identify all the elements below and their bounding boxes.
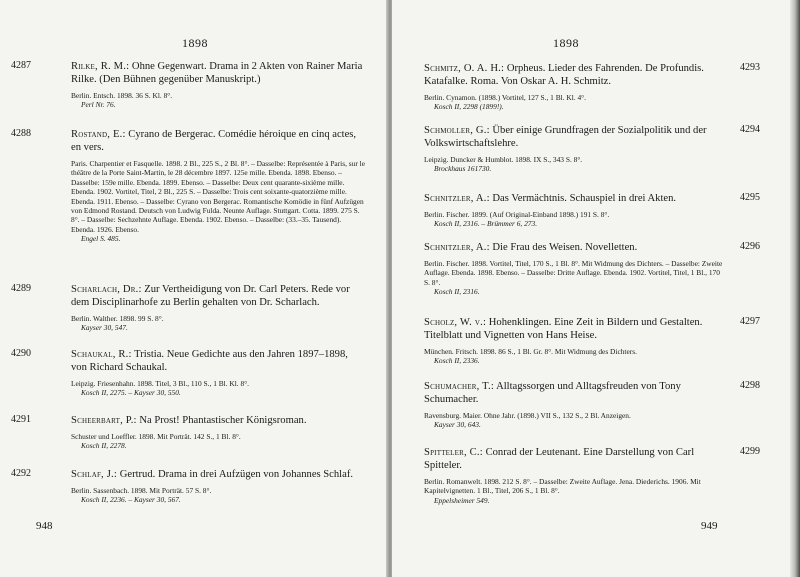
entry-detail: Ravensburg. Maier. Ohne Jahr. (1898.) VII S., 132 S., 2 Bl. Anzeigen. bbox=[424, 411, 631, 420]
entry-reference: Engel S. 485. bbox=[81, 234, 121, 244]
entry-number: 4290 bbox=[11, 348, 31, 359]
entry-number: 4296 bbox=[740, 241, 760, 252]
entry-number: 4288 bbox=[11, 128, 31, 139]
entry-detail: Berlin. Fischer. 1898. Vortitel, Titel, 170 S., 1 Bl. 8°. Mit Widmung des Dichters. – Dasselbe: Zweite Auflage. Ebenda. 1898. Ebenso. – Dasselbe: Dritte Auflage. Ebenda. 1902. Vortitel, Titel, 1 Bl., 170 S. 8°. bbox=[424, 259, 723, 287]
entry-number: 4291 bbox=[11, 414, 31, 425]
left-page bbox=[0, 0, 390, 577]
entry-4291 bbox=[11, 414, 365, 451]
entry-title: Scharlach, Dr.: Zur Vertheidigung von Dr. Carl Peters. Rede vor dem Disciplinarhofe zu Berlin gehalten von Dr. Scharlach. bbox=[71, 284, 350, 308]
entry-4295 bbox=[424, 192, 760, 229]
entry-number: 4295 bbox=[740, 192, 760, 203]
entry-reference: Kosch II, 2298 (1899!). bbox=[434, 102, 504, 112]
entry-number: 4294 bbox=[740, 124, 760, 135]
entry-title: Schaukal, R.: Tristia. Neue Gedichte aus den Jahren 1897–1898, von Richard Schaukal. bbox=[71, 349, 348, 373]
entry-detail: Paris. Charpentier et Fasquelle. 1898. 2 Bl., 225 S., 2 Bl. 8°. – Dasselbe: Représentée à Paris, sur le théâtre de la Porte Saint-Martin, le 28 décembre 1897. 125e mille. Ebenda. 1898. Ebenso. – Dasselbe: 159e mille. Ebenda. 1899. Ebenso. – Dasselbe: Deux cent quarante-sixième mille. Ebenda. 1902. Vortitel, Titel, 2 Bl., 225 S. – Dasselbe: Trois cent soixante-quatorzième mille. Ebenda. 1911. Ebenso. – Dasselbe: Cyrano von Bergerac. Romantische Komödie in fünf Aufzügen von Edmond Rostand. Deutsch von Ludwig Fulda. Neunte Auflage. Stuttgart. Cotta. 1899. 275 S. 8°. – Dasselbe: Sechzehnte Auflage. Ebenda. 1902. Ebenso. – Dasselbe: (33.–35. Tausend). Ebenda. 1926. Ebenso. bbox=[71, 159, 366, 234]
entry-title: Schnitzler, A.: Das Vermächtnis. Schauspiel in drei Akten. bbox=[424, 193, 677, 204]
entry-detail: Berlin. Sassenbach. 1898. Mit Porträt. 57 S. 8°. bbox=[71, 486, 212, 495]
entry-4298 bbox=[424, 380, 760, 430]
entry-reference: Kayser 30, 547. bbox=[81, 323, 128, 333]
entry-reference: Kosch II, 2275. – Kayser 30, 550. bbox=[81, 388, 181, 398]
entry-reference: Brockhaus 161730. bbox=[434, 164, 492, 174]
entry-4297 bbox=[424, 316, 760, 366]
entry-detail: Leipzig. Friesenhahn. 1898. Titel, 3 Bl., 110 S., 1 Bl. Kl. 8°. bbox=[71, 379, 250, 388]
entry-title: Schnitzler, A.: Die Frau des Weisen. Novelletten. bbox=[424, 242, 638, 253]
left-page-header: 1898 bbox=[182, 36, 208, 50]
entry-number: 4292 bbox=[11, 468, 31, 479]
entry-reference: Kayser 30, 643. bbox=[434, 420, 481, 430]
entry-number: 4298 bbox=[740, 380, 760, 391]
entry-title: Schlaf, J.: Gertrud. Drama in drei Aufzügen von Johannes Schlaf. bbox=[71, 469, 354, 480]
right-page-header: 1898 bbox=[553, 36, 579, 50]
left-page-number: 948 bbox=[36, 520, 53, 532]
entry-4287 bbox=[11, 60, 365, 110]
entry-4292 bbox=[11, 468, 365, 505]
entry-4299 bbox=[424, 446, 760, 505]
entry-reference: Kosch II, 2336. bbox=[434, 356, 480, 366]
entry-number: 4299 bbox=[740, 446, 760, 457]
entry-title: Schmitz, O. A. H.: Orpheus. Lieder des Fahrenden. De Profundis. Katafalke. Roma. Von Oskar A. H. Schmitz. bbox=[424, 63, 704, 87]
page-edge bbox=[790, 0, 800, 577]
entry-detail: München. Fritsch. 1898. 86 S., 1 Bl. Gr. 8°. Mit Widmung des Dichters. bbox=[424, 347, 637, 356]
entry-detail: Berlin. Cynamon. (1898.) Vortitel, 127 S., 1 Bl. Kl. 4°. bbox=[424, 93, 586, 102]
entry-number: 4289 bbox=[11, 283, 31, 294]
entry-4290 bbox=[11, 348, 365, 398]
entry-reference: Perl Nr. 76. bbox=[81, 100, 116, 110]
entry-reference: Kosch II, 2278. bbox=[81, 441, 127, 451]
entry-number: 4293 bbox=[740, 62, 760, 73]
entry-4293 bbox=[424, 62, 760, 112]
entry-number: 4297 bbox=[740, 316, 760, 327]
entry-4288 bbox=[11, 128, 366, 244]
entry-title: Schmoller, G.: Über einige Grundfragen der Sozialpolitik und der Volkswirtschaftslehre. bbox=[424, 125, 707, 149]
entry-reference: Eppelsheimer 549. bbox=[434, 495, 490, 505]
entry-reference: Kosch II, 2316. – Brümmer 6, 273. bbox=[434, 219, 538, 229]
entry-title: Scholz, W. v.: Hohenklingen. Eine Zeit in Bildern und Gestalten. Titelblatt und Vignetten von Hans Heise. bbox=[424, 317, 703, 341]
entry-title: Rostand, E.: Cyrano de Bergerac. Comédie héroique en cinq actes, en vers. bbox=[71, 129, 357, 153]
entry-reference: Kosch II, 2236. – Kayser 30, 567. bbox=[81, 495, 181, 505]
entry-title: Spitteler, C.: Conrad der Leutenant. Eine Darstellung von Carl Spitteler. bbox=[424, 447, 695, 471]
entry-detail: Berlin. Walther. 1898. 99 S. 8°. bbox=[71, 314, 164, 323]
entry-title: Scheerbart, P.: Na Prost! Phantastischer Königsroman. bbox=[71, 415, 307, 426]
right-page bbox=[392, 0, 800, 577]
entry-4296 bbox=[424, 241, 760, 297]
entry-4289 bbox=[11, 283, 365, 333]
entry-detail: Berlin. Entsch. 1898. 36 S. Kl. 8°. bbox=[71, 91, 173, 100]
entry-detail: Schuster und Loeffler. 1898. Mit Porträt. 142 S., 1 Bl. 8°. bbox=[71, 432, 241, 441]
entry-4294 bbox=[424, 124, 760, 174]
entry-detail: Leipzig. Duncker & Humblot. 1898. IX S., 343 S. 8°. bbox=[424, 155, 583, 164]
entry-title: Rilke, R. M.: Ohne Gegenwart. Drama in 2 Akten von Rainer Maria Rilke. (Den Bühnen gegenüber Manuskript.) bbox=[71, 61, 363, 85]
entry-detail: Berlin. Romanwelt. 1898. 212 S. 8°. – Dasselbe: Zweite Auflage. Jena. Diederichs. 1906. Mit Kapitelvignetten. 1 Bl., Titel, 206 S., 1 Bl. 8°. bbox=[424, 477, 701, 496]
entry-detail: Berlin. Fischer. 1899. (Auf Original-Einband 1898.) 191 S. 8°. bbox=[424, 210, 610, 219]
entry-title: Schumacher, T.: Alltagssorgen und Alltagsfreuden von Tony Schumacher. bbox=[424, 381, 681, 405]
entry-reference: Kosch II, 2316. bbox=[434, 287, 480, 297]
right-page-number: 949 bbox=[701, 520, 718, 532]
entry-number: 4287 bbox=[11, 60, 31, 71]
